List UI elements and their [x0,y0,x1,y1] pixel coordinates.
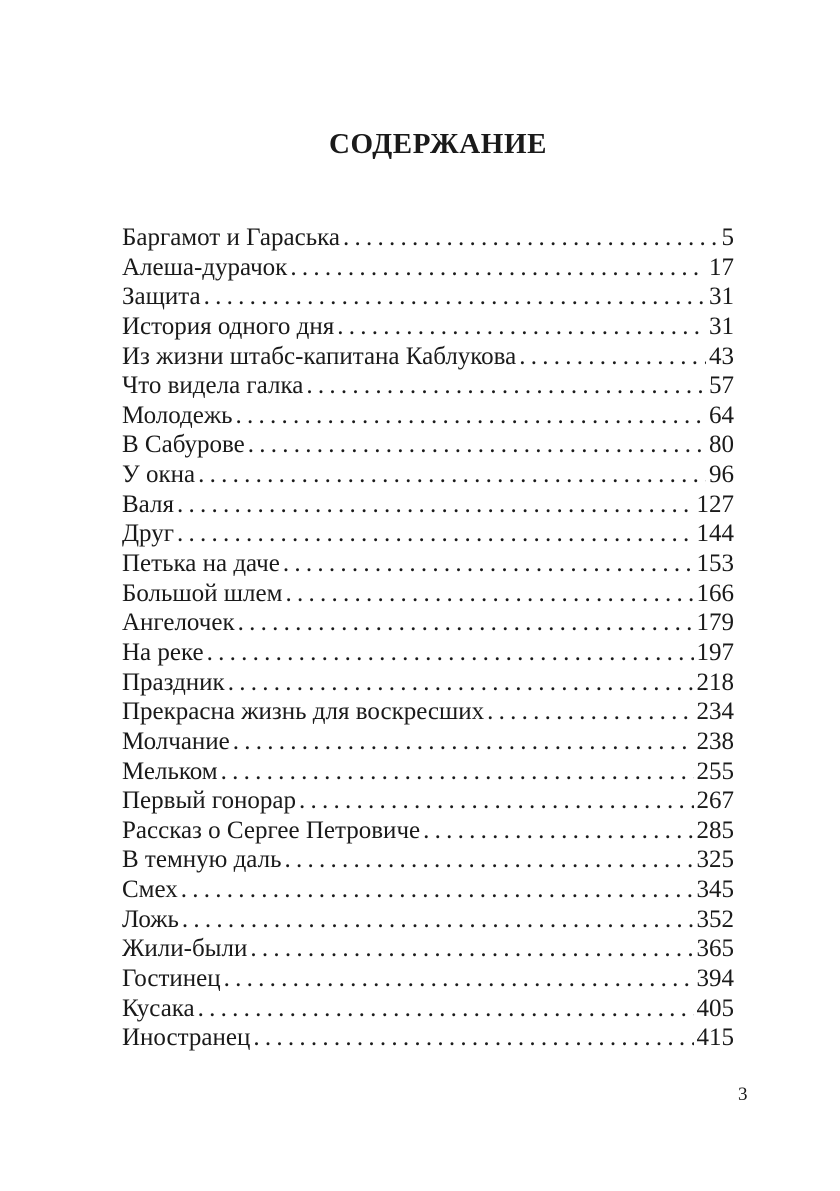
toc-entry-page: 179 [696,609,734,637]
toc-entry-title: Баргамот и Гараська [122,224,340,251]
toc-entry-page: 405 [696,994,734,1022]
toc-entry [122,519,734,549]
toc-entry-page: 127 [696,490,734,518]
toc-entry-title: Защита [122,283,201,311]
toc-entry-title: Прекрасна жизнь для воскресших [122,698,485,726]
toc-entry-title: Рассказ о Сергее Петровиче [122,816,421,844]
table-of-contents [122,223,734,1053]
toc-entry-title: Друг [122,520,174,548]
dot-leader [221,757,694,787]
dot-leader [253,1023,693,1053]
toc-entry-page: 234 [696,698,734,726]
toc-entry [122,757,734,787]
toc-entry [122,549,734,579]
dot-leader [207,638,694,668]
toc-entry-title: Петька на даче [122,550,280,578]
toc-entry-title: В Сабурове [122,431,245,459]
toc-entry-title: Молчание [122,727,230,755]
toc-entry-page: 17 [709,253,734,281]
dot-leader [306,371,706,401]
dot-leader [285,845,694,875]
toc-entry-page: 31 [709,283,734,311]
toc-entry-title: Мельком [122,757,218,785]
toc-entry-title: Валя [122,490,174,518]
toc-entry-page: 5 [721,224,734,251]
dot-leader [233,727,694,757]
toc-entry-title: Иностранец [122,1024,251,1052]
toc-entry-page: 325 [696,846,734,874]
page-number: 3 [738,1084,748,1105]
toc-entry-title: У окна [122,461,196,489]
dot-leader [204,282,706,312]
toc-entry-page: 255 [696,757,734,785]
page-title: СОДЕРЖАНИЕ [328,128,548,160]
toc-entry-page: 153 [696,550,734,578]
toc-entry [122,401,734,431]
toc-entry [122,342,734,372]
dot-leader [285,579,693,609]
toc-entry-page: 57 [709,372,734,400]
dot-leader [519,342,706,372]
toc-entry-title: Кусака [122,994,195,1022]
toc-entry-page: 218 [696,668,734,696]
dot-leader [236,401,706,431]
toc-entry [122,786,734,816]
dot-leader [487,697,693,727]
toc-entry [122,579,734,609]
toc-entry [122,608,734,638]
dot-leader [290,253,706,283]
toc-entry-title: Что видела галка [122,372,304,400]
toc-entry-title: Большой шлем [122,579,283,607]
toc-entry-page: 197 [696,638,734,666]
dot-leader [250,934,693,964]
dot-leader [343,223,719,253]
dot-leader [299,786,694,816]
dot-leader [182,905,694,935]
toc-entry-page: 267 [696,787,734,815]
toc-entry [122,994,734,1024]
dot-leader [283,549,694,579]
toc-entry-title: Праздник [122,668,225,696]
dot-leader [198,994,694,1024]
toc-entry-title: Гостинец [122,965,221,993]
dot-leader [198,460,706,490]
toc-entry [122,460,734,490]
toc-entry [122,371,734,401]
toc-entry [122,816,734,846]
toc-entry-title: Молодежь [122,401,233,429]
toc-entry-title: Жили-были [122,935,248,963]
toc-entry-page: 394 [696,965,734,993]
toc-entry [122,490,734,520]
toc-entry-page: 365 [696,935,734,963]
toc-entry-page: 345 [696,876,734,904]
toc-entry-page: 415 [696,1024,734,1052]
toc-entry [122,430,734,460]
toc-entry [122,638,734,668]
toc-entry-title: Первый гонорар [122,787,296,815]
toc-entry [122,312,734,342]
dot-leader [423,816,693,846]
dot-leader [224,964,694,994]
toc-entry [122,282,734,312]
dot-leader [177,519,694,549]
toc-entry [122,727,734,757]
toc-entry [122,697,734,727]
toc-entry [122,875,734,905]
dot-leader [228,668,694,698]
toc-entry-title: Смех [122,876,178,904]
toc-entry-page: 64 [709,401,734,429]
dot-leader [238,608,694,638]
toc-entry-title: Из жизни штабс-капитана Каблукова [122,342,517,370]
toc-entry-title: Ангелочек [122,609,235,637]
toc-entry-title: На реке [122,638,204,666]
toc-entry [122,1023,734,1053]
toc-entry-page: 166 [696,579,734,607]
dot-leader [337,312,706,342]
toc-entry-page: 144 [696,520,734,548]
toc-entry-page: 43 [709,342,734,370]
toc-entry-title: История одного дня [122,312,335,340]
toc-entry [122,223,734,253]
toc-entry-page: 238 [696,727,734,755]
toc-entry-page: 80 [709,431,734,459]
toc-entry-title: Алеша-дурачок [122,253,288,281]
toc-entry-page: 285 [696,816,734,844]
toc-entry [122,253,734,283]
toc-entry [122,668,734,698]
toc-entry [122,905,734,935]
toc-entry-title: Ложь [122,905,179,933]
toc-entry-page: 31 [709,312,734,340]
toc-entry-page: 96 [709,461,734,489]
dot-leader [181,875,694,905]
toc-entry [122,845,734,875]
dot-leader [177,490,694,520]
toc-entry [122,964,734,994]
toc-entry-title: В темную даль [122,846,282,874]
dot-leader [248,430,706,460]
toc-entry-page: 352 [696,905,734,933]
toc-entry [122,934,734,964]
